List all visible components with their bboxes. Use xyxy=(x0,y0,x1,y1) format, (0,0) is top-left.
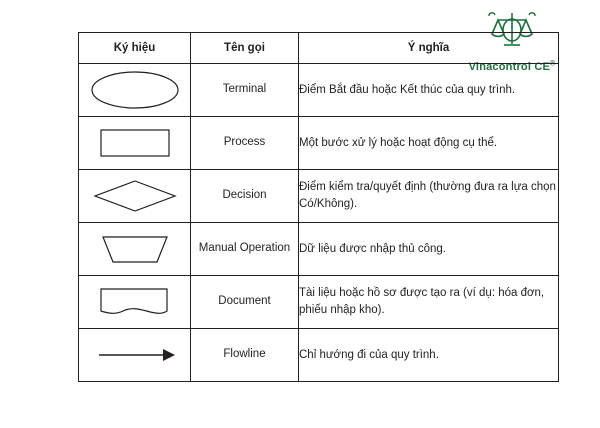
symbol-name-decision: Decision xyxy=(191,170,299,223)
diamond-shape-icon xyxy=(79,175,190,217)
table-header-row xyxy=(79,33,559,64)
symbol-meaning-terminal: Điểm Bắt đầu hoặc Kết thúc của quy trình. xyxy=(299,64,559,117)
brand-name: Vinacontrol CE® xyxy=(468,60,556,73)
symbol-cell-decision xyxy=(79,170,191,223)
symbol-meaning-flowline: Chỉ hướng đi của quy trình. xyxy=(299,329,559,382)
symbol-cell-flowline xyxy=(79,329,191,382)
table-row xyxy=(79,170,559,223)
symbol-name-flowline: Flowline xyxy=(191,329,299,382)
table-row xyxy=(79,64,559,117)
trapezoid-shape-icon xyxy=(79,228,190,270)
document-shape-icon xyxy=(79,281,190,323)
symbol-name-manual-operation: Manual Operation xyxy=(191,223,299,276)
symbol-cell-document xyxy=(79,276,191,329)
flowchart-symbol-table xyxy=(78,32,559,382)
table-row xyxy=(79,329,559,382)
symbol-cell-manual-operation xyxy=(79,223,191,276)
table-row xyxy=(79,223,559,276)
symbol-name-terminal: Terminal xyxy=(191,64,299,117)
arrow-shape-icon xyxy=(79,334,190,376)
table-row xyxy=(79,276,559,329)
symbol-name-process: Process xyxy=(191,117,299,170)
table-row xyxy=(79,117,559,170)
column-header-name: Tên gọi xyxy=(191,33,299,64)
symbol-meaning-document: Tài liệu hoặc hồ sơ được tạo ra (ví dụ: hóa đơn, phiếu nhập kho). xyxy=(299,276,559,329)
flowchart-symbol-table-wrapper xyxy=(78,32,558,382)
symbol-name-document: Document xyxy=(191,276,299,329)
symbol-cell-process xyxy=(79,117,191,170)
symbol-meaning-manual-operation: Dữ liệu được nhập thủ công. xyxy=(299,223,559,276)
symbol-meaning-decision: Điểm kiểm tra/quyết định (thường đưa ra lựa chọn Có/Không). xyxy=(299,170,559,223)
ellipse-shape-icon xyxy=(79,69,190,111)
column-header-meaning: Ý nghĩa xyxy=(299,33,559,64)
column-header-symbol: Ký hiệu xyxy=(79,33,191,64)
symbol-cell-terminal xyxy=(79,64,191,117)
rectangle-shape-icon xyxy=(79,122,190,164)
symbol-meaning-process: Một bước xử lý hoặc hoạt động cụ thể. xyxy=(299,117,559,170)
